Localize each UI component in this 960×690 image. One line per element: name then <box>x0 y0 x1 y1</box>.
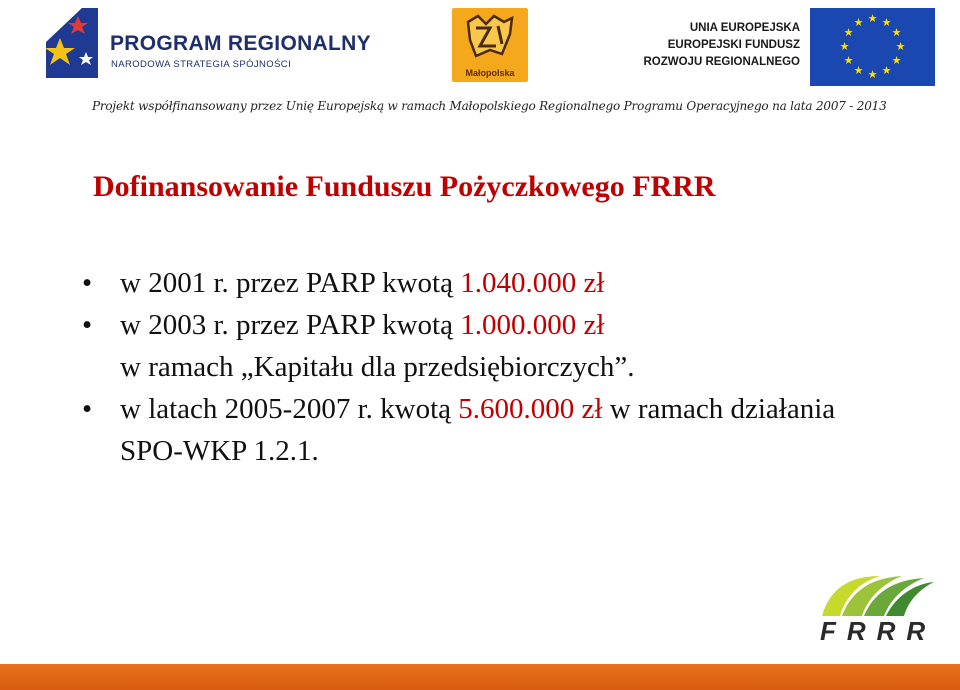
program-regionalny-logo <box>40 8 370 84</box>
eu-line-1: UNIA EUROPEJSKA <box>689 22 800 34</box>
malopolska-emblem-icon <box>462 14 518 60</box>
program-subtitle: NARODOWA STRATEGIA SPÓJNOŚCI <box>111 59 292 70</box>
svg-text:★: ★ <box>843 26 854 39</box>
svg-text:★: ★ <box>867 12 878 25</box>
frrr-waves-icon <box>810 568 940 618</box>
frrr-wordmark: FRRR <box>820 616 937 646</box>
eu-line-2: EUROPEJSKI FUNDUSZ <box>667 39 800 51</box>
program-title: PROGRAM REGIONALNY <box>110 32 371 55</box>
header-logos <box>0 0 960 125</box>
svg-text:★: ★ <box>891 26 902 39</box>
bullet-text: w latach 2005-2007 r. kwotą <box>120 393 459 425</box>
svg-text:★: ★ <box>891 54 902 67</box>
bullet-list <box>80 262 900 472</box>
eu-line-3: ROZWOJU REGIONALNEGO <box>643 56 800 68</box>
frrr-logo <box>810 568 940 650</box>
eu-fund-text <box>610 20 800 71</box>
svg-text:★: ★ <box>839 40 850 53</box>
eu-stars-icon <box>810 8 935 86</box>
bottom-bar <box>0 664 960 690</box>
region-label: Małopolska <box>465 68 515 78</box>
bullet-item <box>80 262 900 304</box>
slide-title: Dofinansowanie Funduszu Pożyczkowego FRRR <box>93 170 716 203</box>
bullet-continuation: w ramach „Kapitału dla przedsiębiorczych”. <box>120 351 635 383</box>
bullet-item <box>80 304 900 388</box>
star-flag-icon <box>40 8 106 84</box>
bullet-amount: 1.040.000 zł <box>460 267 605 299</box>
svg-text:★: ★ <box>853 16 864 29</box>
eu-flag <box>810 8 935 86</box>
svg-text:★: ★ <box>881 64 892 77</box>
bullet-dot: • <box>82 267 93 299</box>
bullet-continuation: w ramach działania SPO-WKP 1.2.1. <box>120 393 836 467</box>
bullet-amount: 1.000.000 zł <box>460 309 605 341</box>
bullet-item <box>80 388 900 472</box>
bullet-text: w 2001 r. przez PARP kwotą <box>120 267 461 299</box>
bullet-text: w 2003 r. przez PARP kwotą <box>120 309 461 341</box>
svg-text:★: ★ <box>881 16 892 29</box>
svg-text:★: ★ <box>843 54 854 67</box>
svg-text:★: ★ <box>853 64 864 77</box>
svg-text:★: ★ <box>867 68 878 81</box>
bullet-dot: • <box>82 393 93 425</box>
cofinancing-note: Projekt współfinansowany przez Unię Europejską w ramach Małopolskiego Regionalnego Programu Operacyjnego na lata 2007 - 2013 <box>92 99 887 113</box>
bullet-amount: 5.600.000 zł <box>458 393 603 425</box>
malopolska-logo <box>452 8 528 82</box>
svg-text:★: ★ <box>895 40 906 53</box>
bullet-dot: • <box>82 309 93 341</box>
